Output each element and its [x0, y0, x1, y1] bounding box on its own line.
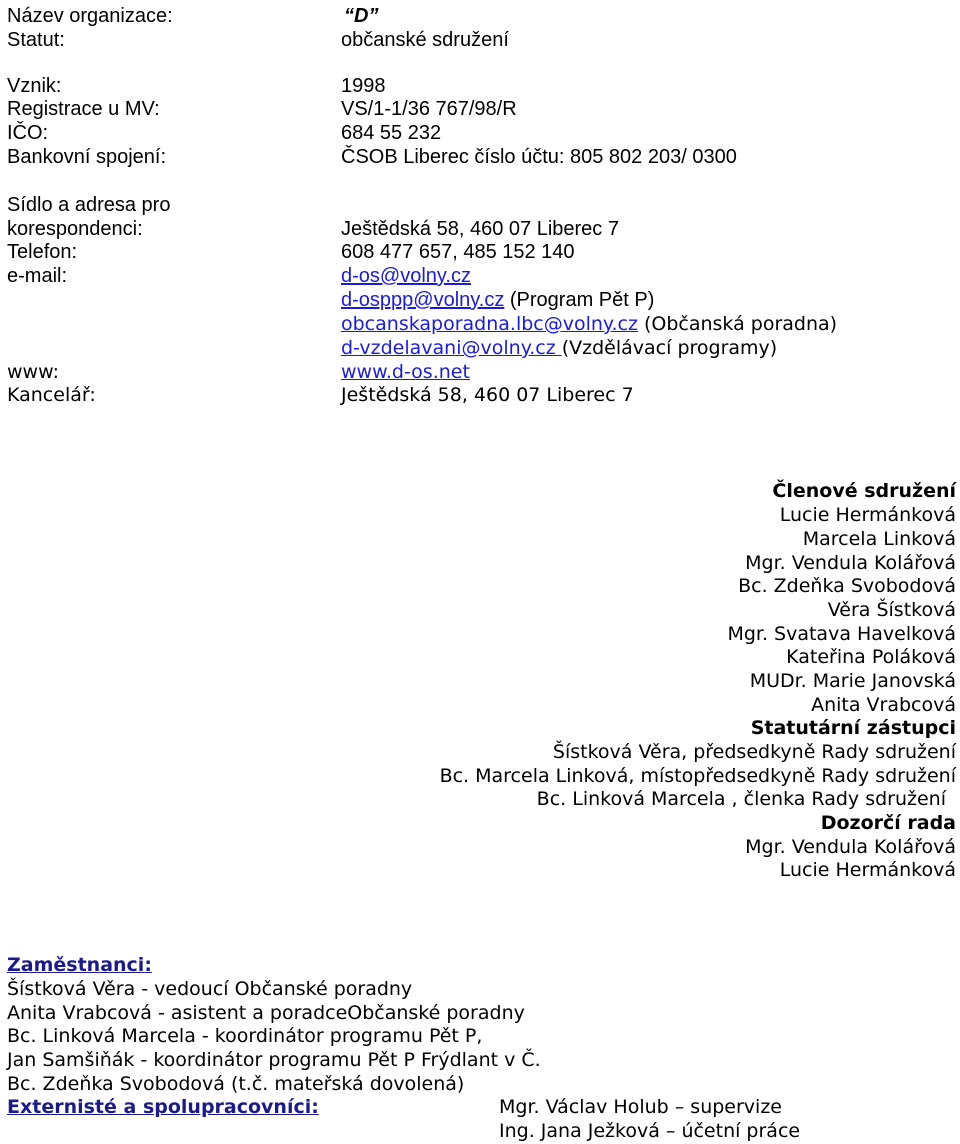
employee-item: Šístková Věra - vedoucí Občanské poradny	[7, 978, 413, 1000]
email-item	[341, 288, 654, 312]
member-item: Věra Šístková	[827, 599, 956, 621]
member-item: Mgr. Svatava Havelková	[727, 623, 956, 645]
statutory-item: Bc. Linková Marcela , členka Rady sdružení	[536, 788, 946, 810]
member-item: Marcela Linková	[802, 528, 956, 550]
member-item: Kateřina Poláková	[786, 646, 956, 668]
address-label-line1: Sídlo a adresa pro	[7, 194, 171, 216]
external-item: Mgr. Václav Holub – supervize	[499, 1096, 782, 1118]
employee-item: Jan Samšiňák - koordinátor programu Pět P Frýdlant v Č.	[7, 1049, 541, 1071]
email-note: (Program Pět P)	[504, 289, 655, 311]
email-item	[341, 312, 837, 336]
email-label: e-mail:	[7, 265, 68, 287]
supervisory-item: Mgr. Vendula Kolářová	[745, 836, 956, 858]
member-item: Bc. Zdeňka Svobodová	[738, 575, 956, 597]
email-note: (Vzdělávací programy)	[561, 337, 778, 359]
www-label: www:	[7, 361, 59, 383]
statutory-item: Bc. Marcela Linková, místopředsedkyně Rady sdružení	[439, 765, 956, 787]
email-link[interactable]: d-os@volny.cz	[341, 265, 471, 287]
supervisory-item: Lucie Hermánková	[779, 859, 956, 881]
founded-value: 1998	[341, 75, 386, 97]
statutory-item: Šístková Věra, předsedkyně Rady sdružení	[552, 741, 956, 763]
www-item	[341, 360, 470, 384]
email-link[interactable]: d-vzdelavani@volny.cz	[341, 337, 562, 359]
external-heading: Externisté a spolupracovníci:	[7, 1096, 319, 1118]
mv-registration-label: Registrace u MV:	[7, 98, 160, 120]
member-item: MUDr. Marie Janovská	[749, 670, 956, 692]
bank-label: Bankovní spojení:	[7, 146, 166, 168]
bank-value: ČSOB Liberec číslo účtu: 805 802 203/ 0300	[341, 146, 737, 168]
org-name-value: “D”	[344, 5, 379, 27]
mv-registration-value: VS/1-1/36 767/98/R	[341, 98, 517, 120]
phone-label: Telefon:	[7, 241, 78, 263]
member-item: Anita Vrabcová	[811, 694, 956, 716]
office-value: Ještědská 58, 460 07 Liberec 7	[341, 384, 634, 406]
email-note: (Občanská poradna)	[637, 313, 838, 335]
ico-value: 684 55 232	[341, 122, 442, 144]
website-link[interactable]: www.d-os.net	[341, 361, 470, 383]
email-link[interactable]: obcanskaporadna.lbc@volny.cz	[341, 313, 638, 335]
employee-item: Bc. Linková Marcela - koordinátor programu Pět P,	[7, 1025, 483, 1047]
email-item	[341, 264, 471, 288]
status-label: Statut:	[7, 29, 65, 51]
employee-item: Anita Vrabcová - asistent a poradceObčanské poradny	[7, 1002, 525, 1024]
member-item: Lucie Hermánková	[779, 504, 956, 526]
phone-value: 608 477 657, 485 152 140	[341, 241, 575, 263]
founded-label: Vznik:	[7, 75, 62, 97]
member-item: Mgr. Vendula Kolářová	[745, 552, 956, 574]
supervisory-heading: Dozorčí rada	[820, 812, 956, 834]
members-heading: Členové sdružení	[772, 480, 956, 502]
email-link[interactable]: d-osppp@volny.cz	[341, 289, 505, 311]
org-name-label: Název organizace:	[7, 5, 173, 27]
address-label-line2: korespondenci:	[7, 218, 143, 240]
office-label: Kancelář:	[7, 384, 96, 406]
employees-heading: Zaměstnanci:	[7, 954, 152, 976]
external-item: Ing. Jana Ježková – účetní práce	[499, 1120, 801, 1142]
address-value: Ještědská 58, 460 07 Liberec 7	[341, 218, 619, 240]
statutory-heading: Statutární zástupci	[750, 717, 956, 739]
employee-item: Bc. Zdeňka Svobodová (t.č. mateřská dovolená)	[7, 1073, 465, 1095]
email-item	[341, 336, 777, 360]
ico-label: IČO:	[7, 122, 49, 144]
status-value: občanské sdružení	[341, 29, 509, 51]
